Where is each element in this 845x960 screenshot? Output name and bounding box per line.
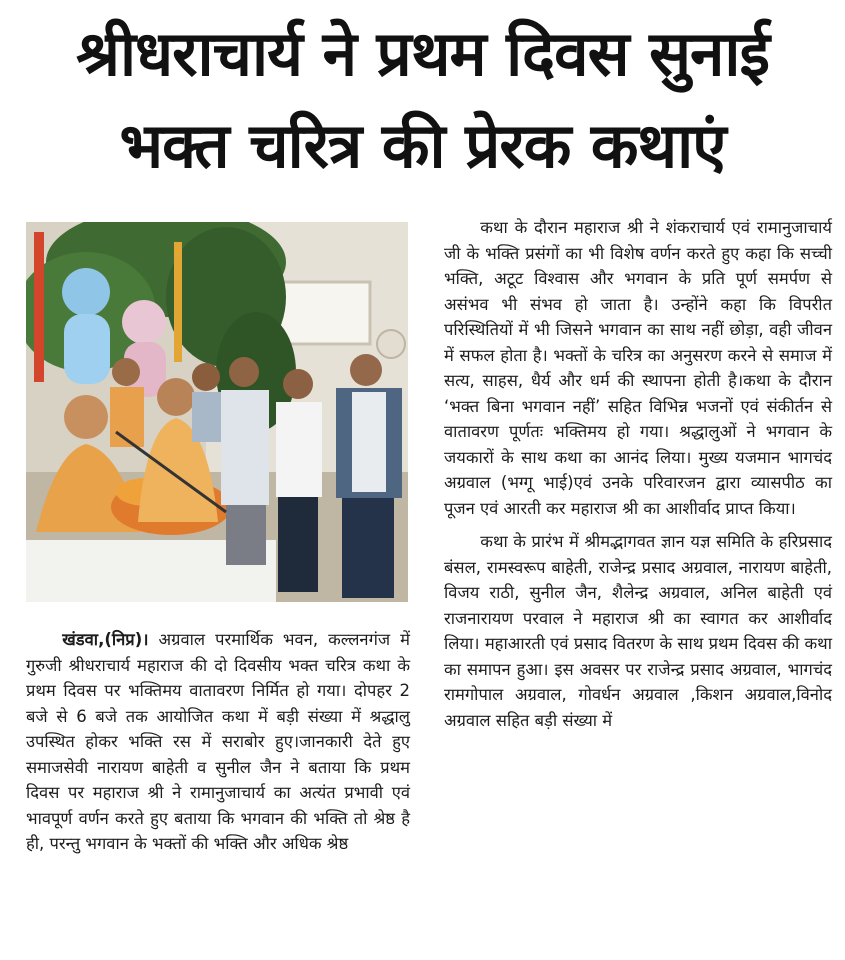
headline-line-1: श्रीधराचार्य ने प्रथम दिवस सुनाई xyxy=(76,17,769,90)
event-photo-illustration xyxy=(26,222,408,602)
article-column-left xyxy=(26,627,410,857)
dateline: खंडवा,(निप्र)। xyxy=(62,630,149,649)
article-column-right xyxy=(444,215,832,733)
article-paragraph: कथा के प्रारंभ में श्रीमद्भागवत ज्ञान यज्ञ समिति के हरिप्रसाद बंसल, रामस्वरूप बाहेती, राजेन्द्र प्रसाद अग्रवाल, नारायण बाहेती, विजय राठी, सुनील जैन, शैलेन्द्र अग्रवाल, अनिल बाहेती एवं राजनारायण परवाल ने महाराज श्री का स्वागत कर आशीर्वाद लिया। महाआरती एवं प्रसाद वितरण के साथ प्रथम दिवस की कथा का समापन हुआ। इस अवसर पर राजेन्द्र प्रसाद अग्रवाल, भागचंद रामगोपाल अग्रवाल, गोवर्धन अग्रवाल ,किशन अग्रवाल,विनोद अग्रवाल सहित बड़ी संख्या में xyxy=(444,532,832,730)
article-paragraph: कथा के दौरान महाराज श्री ने शंकराचार्य एवं रामानुजाचार्य जी के भक्ति प्रसंगों का भी विशेष वर्णन करते हुए कहा कि सच्ची भक्ति, अटूट विश्वास और भगवान के प्रति पूर्ण समर्पण से असंभव भी संभव हो जाता है। उन्होंने कहा कि विपरीत परिस्थितियों में भी जिसने भगवान का साथ नहीं छोड़ा, वही जीवन में सफल होता है। भक्तों के चरित्र का अनुसरण करने से समाज में सत्य, साहस, धैर्य और धर्म की स्थापना होती है।कथा के दौरान ‘भक्त बिना भगवान नहीं’ सहित विभिन्न भजनों एवं संकीर्तन से वातावरण पूर्णतः भक्तिमय हो गया। श्रद्धालुओं ने भगवान के जयकारों के साथ कथा का आनंद लिया। मुख्य यजमान भागचंद अग्रवाल (भग्गू भाई)एवं उनके परिवारजन द्वारा व्यासपीठ का पूजन एवं आरती कर महाराज श्री का आशीर्वाद प्राप्त किया। xyxy=(444,218,832,518)
event-photo xyxy=(26,222,408,602)
article-body: अग्रवाल परमार्थिक भवन, कल्लनगंज में गुरुजी श्रीधराचार्य महाराज की दो दिवसीय भक्त चरित्र कथा के प्रथम दिवस पर भक्तिमय वातावरण निर्मित हो गया। दोपहर 2 बजे से 6 बजे तक आयोजित कथा में बड़ी संख्या में श्रद्धालु उपस्थित होकर भक्ति रस में सराबोर हुए।जानकारी देते हुए समाजसेवी नारायण बाहेती व सुनील जैन ने बताया कि प्रथम दिवस पर महाराज श्री ने रामानुजाचार्य का अत्यंत प्रभावी एवं भावपूर्ण वर्णन करते हुए बताया कि भगवान की भक्ति तो श्रेष्ठ है ही, परन्तु भगवान के भक्तों की भक्ति और अधिक श्रेष्ठ xyxy=(26,630,411,853)
headline xyxy=(0,8,845,192)
headline-line-2: भक्त चरित्र की प्रेरक कथाएं xyxy=(119,109,726,182)
article-paragraph xyxy=(26,627,410,857)
